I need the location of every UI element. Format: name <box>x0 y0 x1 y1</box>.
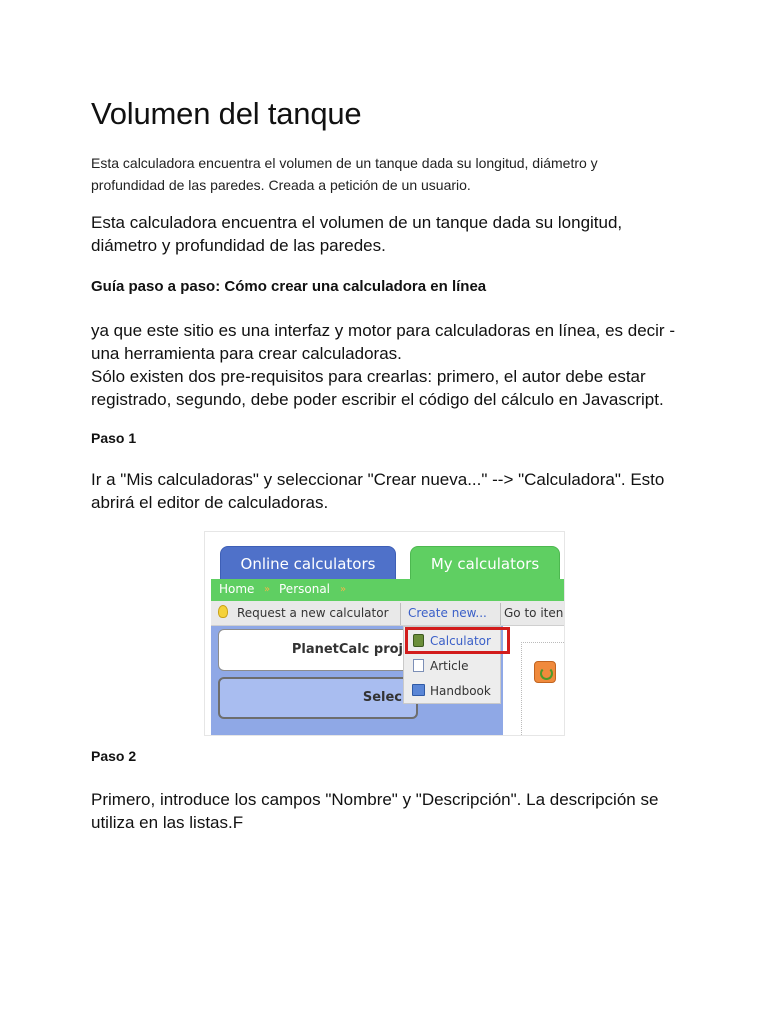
planetcalc-screenshot <box>204 531 565 736</box>
guide-paragraph-line2: Sólo existen dos pre-requisitos para crearlas: primero, el autor debe estar registrado, segundo, debe poder escribir el código del cálculo en Javascript. <box>91 367 664 409</box>
guide-paragraph <box>91 319 691 411</box>
book-icon <box>412 684 425 696</box>
calculator-highlight-box <box>405 627 510 654</box>
editor-area <box>521 642 565 736</box>
lightbulb-icon <box>218 605 228 618</box>
breadcrumb-separator: » <box>264 584 271 595</box>
menu-item-handbook[interactable]: Handbook <box>430 684 491 698</box>
screenshot-content <box>205 532 565 736</box>
request-calculator-link[interactable]: Request a new calculator <box>237 606 389 620</box>
create-new-menu[interactable]: Create new... <box>408 606 487 620</box>
guide-paragraph-line1: ya que este sitio es una interfaz y motor para calculadoras en línea, es decir - una herramienta para crear calculadoras. <box>91 321 675 363</box>
select-button[interactable]: Selec <box>218 677 418 719</box>
refresh-icon[interactable] <box>534 661 556 683</box>
step2-heading: Paso 2 <box>91 748 137 764</box>
document-icon <box>413 659 424 672</box>
summary-text: Esta calculadora encuentra el volumen de un tanque dada su longitud, diámetro y profundidad de las paredes. Creada a petición de un usuario. <box>91 155 598 193</box>
breadcrumb-home[interactable]: Home <box>219 582 255 596</box>
toolbar-divider <box>500 603 501 625</box>
toolbar-divider <box>400 603 401 625</box>
page-title: Volumen del tanque <box>91 96 362 131</box>
breadcrumb-personal[interactable]: Personal <box>279 582 331 596</box>
intro-text: Esta calculadora encuentra el volumen de un tanque dada su longitud, diámetro y profundidad de las paredes. <box>91 213 623 255</box>
step1-text: Ir a "Mis calculadoras" y seleccionar "Crear nueva..." --> "Calculadora". Esto abrirá el editor de calculadoras. <box>91 470 665 512</box>
planetcalc-project-button[interactable]: PlanetCalc proj <box>218 629 418 671</box>
menu-item-calculator[interactable]: Calculator <box>430 634 491 648</box>
step2-text: Primero, introduce los campos "Nombre" y "Descripción". La descripción se utiliza en las listas.F <box>91 790 659 832</box>
tab-online-calculators[interactable]: Online calculators <box>220 546 396 580</box>
tab-my-calculators[interactable]: My calculators <box>410 546 560 580</box>
go-to-item-link[interactable]: Go to iten <box>504 606 564 620</box>
breadcrumb-separator: » <box>340 584 347 595</box>
guide-heading: Guía paso a paso: Cómo crear una calculadora en línea <box>91 278 487 295</box>
menu-item-article[interactable]: Article <box>430 659 469 673</box>
step1-heading: Paso 1 <box>91 430 137 446</box>
